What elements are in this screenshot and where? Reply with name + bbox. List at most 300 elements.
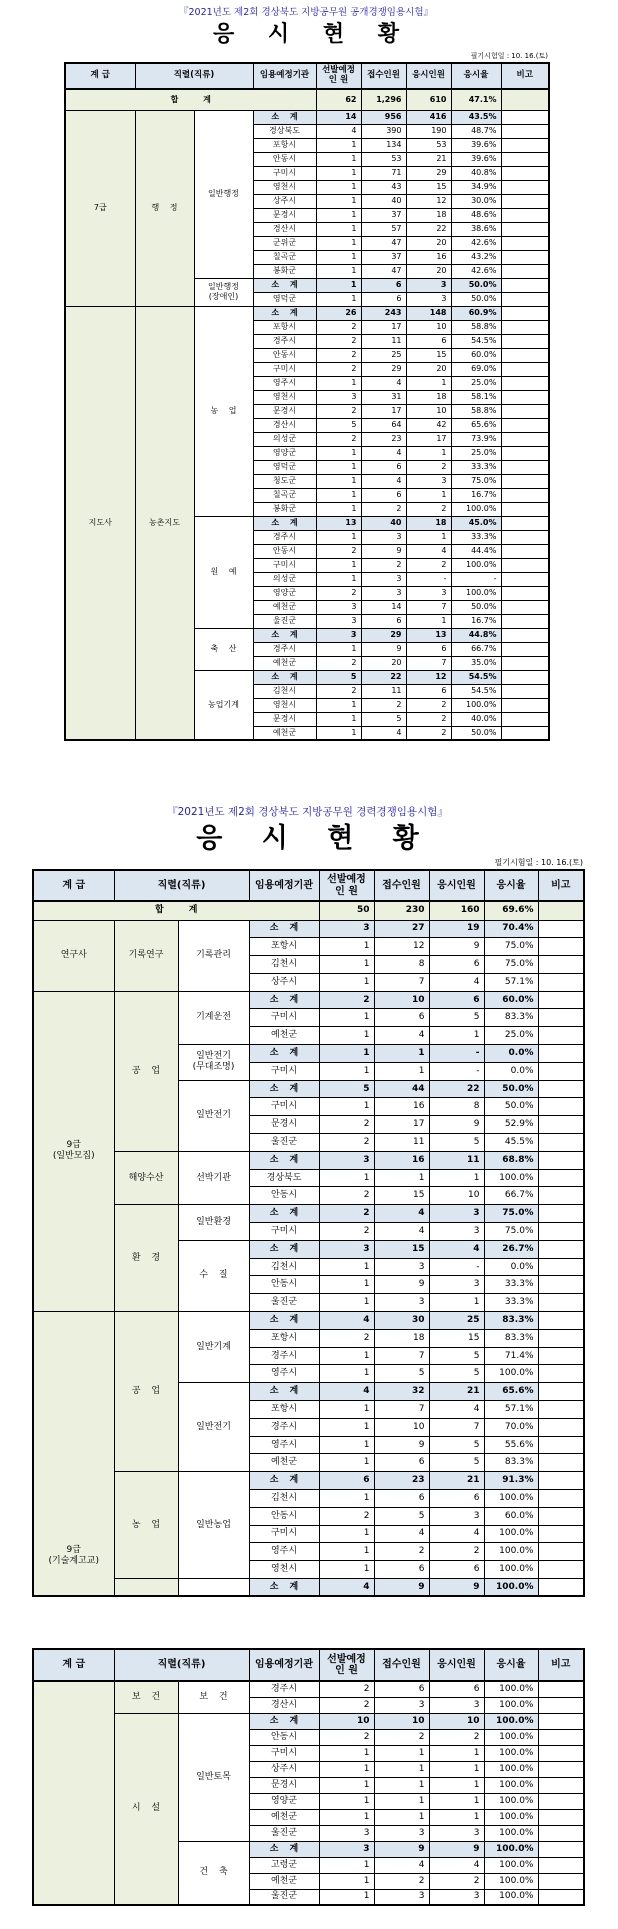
agency-cell: 안동시 [253,152,316,166]
rate-cell: 54.5% [451,334,501,348]
agency-cell: 구미시 [249,1745,319,1761]
applied-cell: 40 [361,194,406,208]
agency-cell: 상주시 [253,194,316,208]
rate-cell: 48.7% [451,124,501,138]
header-rate: 응시율 [484,1649,538,1681]
agency-cell: 영주시 [253,376,316,390]
rate-cell: 35.0% [451,656,501,670]
subseries-cell: 농업기계 [194,670,253,740]
planned-cell: 1 [319,938,374,956]
note-cell [538,1857,584,1873]
rate-cell: 100.0% [451,502,501,516]
agency-cell: 경주시 [253,334,316,348]
planned-cell: 5 [319,1080,374,1098]
note-cell [501,390,549,404]
rate-cell: 71.4% [484,1347,538,1365]
applied-cell: 71 [361,166,406,180]
subtotal-label: 소 계 [249,1240,319,1258]
career-exam-status-table-continued [32,1648,585,1906]
planned-cell: 1 [316,264,361,278]
total-attended: 610 [406,89,451,110]
note-cell [538,1697,584,1713]
attended-cell: - [429,1045,484,1063]
agency-cell: 김천시 [253,684,316,698]
agency-cell: 경산시 [253,418,316,432]
applied-cell: 8 [374,956,429,974]
agency-cell: 영양군 [253,446,316,460]
rate-cell: 83.3% [484,1009,538,1027]
applied-cell: 10 [374,991,429,1009]
note-cell [501,446,549,460]
planned-cell: 13 [316,516,361,530]
attended-cell: 3 [406,474,451,488]
attended-cell: 1 [406,530,451,544]
attended-cell: 19 [429,920,484,938]
agency-cell: 의성군 [253,432,316,446]
rate-cell: 26.7% [484,1240,538,1258]
rate-cell: 57.1% [484,1401,538,1419]
applied-cell: 9 [374,1436,429,1454]
agency-cell: 경상북도 [249,1169,319,1187]
agency-cell: 울진군 [249,1134,319,1152]
note-cell [501,628,549,642]
planned-cell: 4 [319,1312,374,1330]
planned-cell: 2 [316,348,361,362]
agency-cell: 김천시 [249,1258,319,1276]
attended-cell: 1 [429,1027,484,1045]
agency-cell: 울진군 [249,1294,319,1312]
career-exam-heading: 응 시 현 황 [196,823,419,854]
planned-cell: 10 [319,1713,374,1729]
series-cell: 공 업 [114,1312,178,1472]
agency-cell: 영천시 [253,390,316,404]
applied-cell: 9 [374,1578,429,1596]
applied-cell: 1 [374,1809,429,1825]
planned-cell: 1 [319,1777,374,1793]
applied-cell: 6 [361,278,406,292]
applied-cell: 2 [374,1873,429,1889]
agency-cell: 예천군 [253,726,316,740]
applied-cell: 29 [361,362,406,376]
note-cell [538,1312,584,1330]
note-cell [501,712,549,726]
subtotal-row [33,1713,584,1729]
subtotal-label: 소 계 [253,110,316,124]
applied-cell: 57 [361,222,406,236]
subtotal-label: 소 계 [249,1383,319,1401]
attended-cell: 20 [406,236,451,250]
applied-cell: 1 [374,1793,429,1809]
rate-cell: 25.0% [484,1027,538,1045]
applied-cell: 6 [361,460,406,474]
planned-cell: 1 [316,642,361,656]
header-agency: 임용예정기관 [253,63,316,89]
total-note [501,89,549,110]
subseries-cell: 선박기관 [178,1151,249,1204]
rate-cell: 58.8% [451,404,501,418]
subtotal-row [33,920,584,938]
agency-cell: 안동시 [253,348,316,362]
planned-cell: 1 [319,1454,374,1472]
note-cell [538,1578,584,1596]
agency-cell: 칠곡군 [253,488,316,502]
rate-cell: 40.8% [451,166,501,180]
rate-cell: 50.0% [451,292,501,306]
note-cell [501,404,549,418]
career-exam-title: 『2021년도 제2회 경상북도 지방공무원 경력경쟁임용시험』 [167,806,448,818]
applied-cell: 17 [361,320,406,334]
rate-cell: 75.0% [451,474,501,488]
subseries-cell: 일반환경 [178,1205,249,1241]
attended-cell: 4 [406,544,451,558]
agency-cell: 고령군 [249,1857,319,1873]
planned-cell: 1 [319,1889,374,1905]
attended-cell: 21 [429,1472,484,1490]
note-cell [538,1525,584,1543]
applied-cell: 3 [361,572,406,586]
attended-cell: 6 [429,1490,484,1508]
planned-cell: 1 [316,488,361,502]
note-cell [538,1223,584,1241]
table-header [65,63,549,89]
note-cell [538,1873,584,1889]
agency-cell: 문경시 [253,404,316,418]
planned-cell: 2 [319,991,374,1009]
note-cell [501,432,549,446]
note-cell [501,460,549,474]
agency-cell: 경상북도 [253,124,316,138]
note-cell [538,1098,584,1116]
applied-cell: 3 [374,1294,429,1312]
subseries-cell: 일반기계 [178,1312,249,1383]
agency-cell: 문경시 [249,1116,319,1134]
rate-cell: 100.0% [484,1745,538,1761]
subseries-cell: 농 업 [194,306,253,516]
applied-cell: 15 [374,1187,429,1205]
applied-cell: 9 [374,1841,429,1857]
attended-cell: 7 [406,600,451,614]
agency-cell: 포항시 [253,320,316,334]
header-planned: 선발예정 인 원 [316,63,361,89]
rate-cell: 60.0% [451,348,501,362]
applied-cell: 20 [361,656,406,670]
agency-cell: 의성군 [253,572,316,586]
planned-cell: 3 [316,390,361,404]
planned-cell: 2 [316,656,361,670]
rate-cell: 100.0% [484,1761,538,1777]
note-cell [538,1045,584,1063]
grade-cell: 7급 [65,110,135,306]
total-rate: 69.6% [484,901,538,920]
subtotal-label: 소 계 [249,991,319,1009]
planned-cell: 1 [319,1436,374,1454]
planned-cell: 1 [316,208,361,222]
rate-cell: 52.9% [484,1116,538,1134]
header-applied: 접수인원 [374,870,429,901]
rate-cell: 100.0% [484,1857,538,1873]
planned-cell: 4 [316,124,361,138]
planned-cell: 2 [319,1681,374,1697]
planned-cell: 5 [316,670,361,684]
attended-cell: 3 [429,1223,484,1241]
attended-cell: 3 [429,1205,484,1223]
rate-cell: 83.3% [484,1454,538,1472]
attended-cell: 5 [429,1454,484,1472]
career-exam-date: 필기시험일 : 10. 16.(토) [494,858,583,867]
attended-cell: 42 [406,418,451,432]
attended-cell: 9 [429,1116,484,1134]
total-note [538,901,584,920]
subseries-cell: 건 축 [178,1841,249,1905]
planned-cell: 1 [319,1401,374,1419]
planned-cell: 1 [316,712,361,726]
note-cell [501,320,549,334]
attended-cell: 5 [429,1134,484,1152]
note-cell [501,348,549,362]
agency-cell: 포항시 [249,1401,319,1419]
applied-cell: 4 [361,726,406,740]
planned-cell: 2 [319,1134,374,1152]
note-cell [501,586,549,600]
rate-cell: 45.0% [451,516,501,530]
note-cell [538,1713,584,1729]
rate-cell: 55.6% [484,1436,538,1454]
applied-cell: 3 [374,1889,429,1905]
planned-cell: 1 [319,1873,374,1889]
rate-cell: 58.1% [451,390,501,404]
note-cell [538,1329,584,1347]
rate-cell: 43.2% [451,250,501,264]
agency-cell: 예천군 [249,1027,319,1045]
subseries-cell: 축 산 [194,628,253,670]
rate-cell: 54.5% [451,684,501,698]
attended-cell: 29 [406,166,451,180]
header-agency: 임용예정기관 [249,1649,319,1681]
planned-cell: 2 [316,320,361,334]
agency-cell: 경주시 [249,1418,319,1436]
series-cell: 시 설 [114,1713,178,1905]
note-cell [538,1889,584,1905]
note-cell [501,222,549,236]
applied-cell: 30 [374,1312,429,1330]
applied-cell: 23 [361,432,406,446]
planned-cell: 1 [319,1098,374,1116]
attended-cell: 11 [429,1151,484,1169]
agency-cell: 안동시 [249,1507,319,1525]
attended-cell: 5 [429,1436,484,1454]
applied-cell: 53 [361,152,406,166]
applied-cell: 5 [361,712,406,726]
subtotal-label: 소 계 [249,1713,319,1729]
series-cell: 공 업 [114,991,178,1151]
planned-cell: 2 [319,1729,374,1745]
agency-cell: 구미시 [249,1525,319,1543]
agency-cell: 군위군 [253,236,316,250]
applied-cell: 4 [361,376,406,390]
applied-cell: 10 [374,1418,429,1436]
note-cell [538,1062,584,1080]
attended-cell: 190 [406,124,451,138]
agency-cell: 구미시 [249,1062,319,1080]
attended-cell: 25 [429,1312,484,1330]
applied-cell: 6 [361,614,406,628]
rate-cell: 70.4% [484,920,538,938]
applied-cell: 14 [361,600,406,614]
attended-cell: 13 [406,628,451,642]
header-rate: 응시율 [451,63,501,89]
agency-cell: 포항시 [249,1329,319,1347]
note-cell [538,1681,584,1697]
rate-cell: 100.0% [484,1681,538,1697]
planned-cell: 2 [316,586,361,600]
applied-cell: 7 [374,1347,429,1365]
note-cell [501,138,549,152]
subtotal-label: 소 계 [249,1080,319,1098]
note-cell [538,1436,584,1454]
rate-cell: 42.6% [451,236,501,250]
attended-cell: 1 [429,1169,484,1187]
header-attended: 응시인원 [429,1649,484,1681]
rate-cell: 60.0% [484,991,538,1009]
note-cell [538,1134,584,1152]
applied-cell: 6 [361,488,406,502]
planned-cell: 2 [316,404,361,418]
applied-cell: 390 [361,124,406,138]
note-cell [501,292,549,306]
applied-cell: 22 [361,670,406,684]
rate-cell: 83.3% [484,1312,538,1330]
attended-cell: 3 [429,1889,484,1905]
planned-cell: 1 [316,138,361,152]
header-note: 비고 [538,1649,584,1681]
applied-cell: 1 [374,1761,429,1777]
subtotal-label: 소 계 [249,1151,319,1169]
header-planned: 선발예정 인 원 [319,870,374,901]
note-cell [538,1472,584,1490]
agency-cell: 영천시 [253,698,316,712]
note-cell [538,1793,584,1809]
rate-cell: 16.7% [451,614,501,628]
note-cell [501,530,549,544]
note-cell [501,572,549,586]
grade-cell: 연구사 [33,920,114,991]
note-cell [538,1841,584,1857]
planned-cell: 3 [319,920,374,938]
total-attended: 160 [429,901,484,920]
agency-cell: 경산시 [253,222,316,236]
applied-cell: 5 [374,1507,429,1525]
attended-cell: 5 [429,1365,484,1383]
attended-cell: 1 [429,1809,484,1825]
header-applied: 접수인원 [374,1649,429,1681]
subseries-cell: 일반전기 [178,1383,249,1472]
attended-cell: 6 [406,334,451,348]
rate-cell: 0.0% [484,1258,538,1276]
applied-cell: 4 [374,1857,429,1873]
note-cell [538,920,584,938]
note-cell [501,264,549,278]
agency-cell: 예천군 [249,1873,319,1889]
note-cell [501,278,549,292]
rate-cell: 100.0% [484,1490,538,1508]
note-cell [538,1809,584,1825]
attended-cell: 1 [406,488,451,502]
note-cell [538,1151,584,1169]
agency-cell: 영덕군 [253,292,316,306]
note-cell [501,166,549,180]
planned-cell: 1 [316,474,361,488]
series-cell: 행 정 [135,110,194,306]
rate-cell: 60.9% [451,306,501,320]
rate-cell: 0.0% [484,1062,538,1080]
applied-cell: 25 [361,348,406,362]
attended-cell: 2 [406,460,451,474]
planned-cell: 1 [316,726,361,740]
note-cell [538,1825,584,1841]
applied-cell: 6 [374,1681,429,1697]
subtotal-label: 소 계 [249,1472,319,1490]
rate-cell: 100.0% [484,1809,538,1825]
applied-cell: 6 [374,1490,429,1508]
subtotal-row [65,110,549,124]
rate-cell: 50.0% [484,1098,538,1116]
applied-cell: 64 [361,418,406,432]
agency-cell: 울진군 [249,1825,319,1841]
header-attended: 응시인원 [406,63,451,89]
rate-cell: 100.0% [484,1697,538,1713]
applied-cell: 6 [374,1009,429,1027]
subseries-cell: 보 건 [178,1681,249,1713]
rate-cell: 91.3% [484,1472,538,1490]
attended-cell: - [429,1258,484,1276]
note-cell [501,208,549,222]
rate-cell: 16.7% [451,488,501,502]
attended-cell: 22 [406,222,451,236]
agency-cell: 예천군 [253,656,316,670]
note-cell [501,474,549,488]
note-cell [538,1383,584,1401]
applied-cell: 6 [374,1561,429,1579]
attended-cell: 10 [429,1187,484,1205]
note-cell [538,1276,584,1294]
applied-cell: 3 [361,530,406,544]
rate-cell: 66.7% [484,1187,538,1205]
note-cell [538,1761,584,1777]
attended-cell: 1 [406,446,451,460]
agency-cell: 구미시 [253,166,316,180]
open-exam-status-table [64,62,550,741]
note-cell [538,1543,584,1561]
attended-cell: 3 [429,1825,484,1841]
note-cell [538,1347,584,1365]
rate-cell: 50.0% [451,278,501,292]
planned-cell: 3 [316,600,361,614]
planned-cell: 2 [316,684,361,698]
subseries-cell: 원 예 [194,516,253,628]
rate-cell: 100.0% [484,1365,538,1383]
rate-cell: 50.0% [451,600,501,614]
planned-cell: 1 [316,278,361,292]
rate-cell: 60.0% [484,1507,538,1525]
attended-cell: 20 [406,362,451,376]
subseries-cell: 일반전기 [178,1080,249,1151]
note-cell [501,544,549,558]
applied-cell: 4 [374,1223,429,1241]
agency-cell: 구미시 [253,362,316,376]
series-cell: 농 업 [114,1472,178,1579]
attended-cell: 4 [429,1857,484,1873]
agency-cell: 영양군 [249,1793,319,1809]
